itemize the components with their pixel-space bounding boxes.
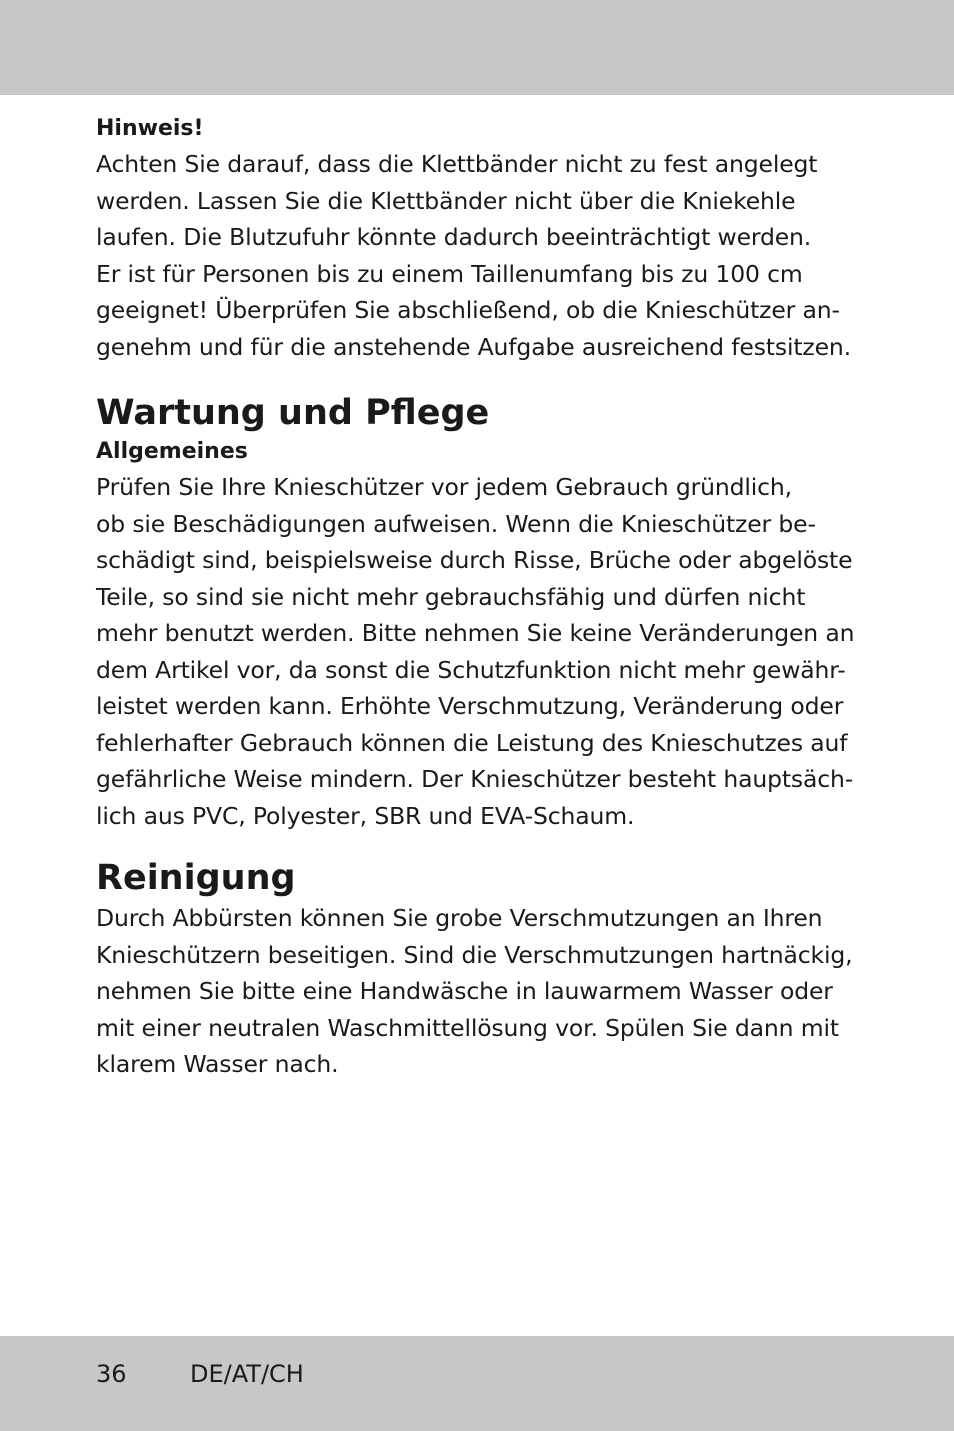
maintenance-line: fehlerhafter Gebrauch können die Leistung des Knieschutzes auf (96, 728, 848, 757)
maintenance-subheading: Allgemeines (96, 439, 248, 464)
maintenance-line: ob sie Beschädigungen aufweisen. Wenn die Knieschützer be- (96, 509, 816, 538)
note-line: Achten Sie darauf, dass die Klettbänder nicht zu fest angelegt (96, 150, 818, 178)
maintenance-line: leistet werden kann. Erhöhte Verschmutzung, Veränderung oder (96, 692, 844, 720)
maintenance-line: schädigt sind, beispielsweise durch Risse, Brüche oder abgelöste (96, 546, 853, 574)
page-footer (96, 1354, 304, 1394)
region-label: DE/AT/CH (190, 1360, 304, 1388)
cleaning-line: klarem Wasser nach. (96, 1050, 339, 1078)
cleaning-line: mit einer neutralen Waschmittellösung vor. Spülen Sie dann mit (96, 1013, 839, 1042)
cleaning-paragraph (96, 900, 866, 1083)
maintenance-line: mehr benutzt werden. Bitte nehmen Sie keine Veränderungen an (96, 619, 855, 647)
cleaning-line: Knieschützern beseitigen. Sind die Verschmutzungen hartnäckig, (96, 940, 853, 969)
cleaning-line: nehmen Sie bitte eine Handwäsche in lauwarmem Wasser oder (96, 977, 833, 1005)
note-paragraph (96, 146, 866, 365)
page-content (96, 112, 866, 1083)
maintenance-line: Prüfen Sie Ihre Knieschützer vor jedem Gebrauch gründlich, (96, 473, 792, 501)
header-band (0, 0, 954, 95)
note-title: Hinweis! (96, 116, 204, 141)
maintenance-heading: Wartung und Pflege (96, 393, 490, 433)
maintenance-line: lich aus PVC, Polyester, SBR und EVA-Schaum. (96, 801, 635, 830)
cleaning-line: Durch Abbürsten können Sie grobe Verschmutzungen an Ihren (96, 904, 823, 932)
note-line: genehm und für die anstehende Aufgabe ausreichend festsitzen. (96, 332, 851, 361)
note-line: werden. Lassen Sie die Klettbänder nicht über die Kniekehle (96, 186, 796, 215)
note-line: laufen. Die Blutzufuhr könnte dadurch beeinträchtigt werden. (96, 223, 812, 251)
maintenance-line: gefährliche Weise mindern. Der Knieschützer besteht hauptsäch- (96, 765, 854, 793)
maintenance-paragraph (96, 469, 866, 834)
maintenance-line: dem Artikel vor, da sonst die Schutzfunktion nicht mehr gewähr- (96, 655, 846, 684)
maintenance-line: Teile, so sind sie nicht mehr gebrauchsfähig und dürfen nicht (96, 582, 806, 611)
note-line: geeignet! Überprüfen Sie abschließend, ob die Knieschützer an- (96, 296, 840, 324)
note-line: Er ist für Personen bis zu einem Taillenumfang bis zu 100 cm (96, 259, 803, 288)
cleaning-heading: Reinigung (96, 858, 296, 898)
page-number: 36 (96, 1360, 127, 1388)
